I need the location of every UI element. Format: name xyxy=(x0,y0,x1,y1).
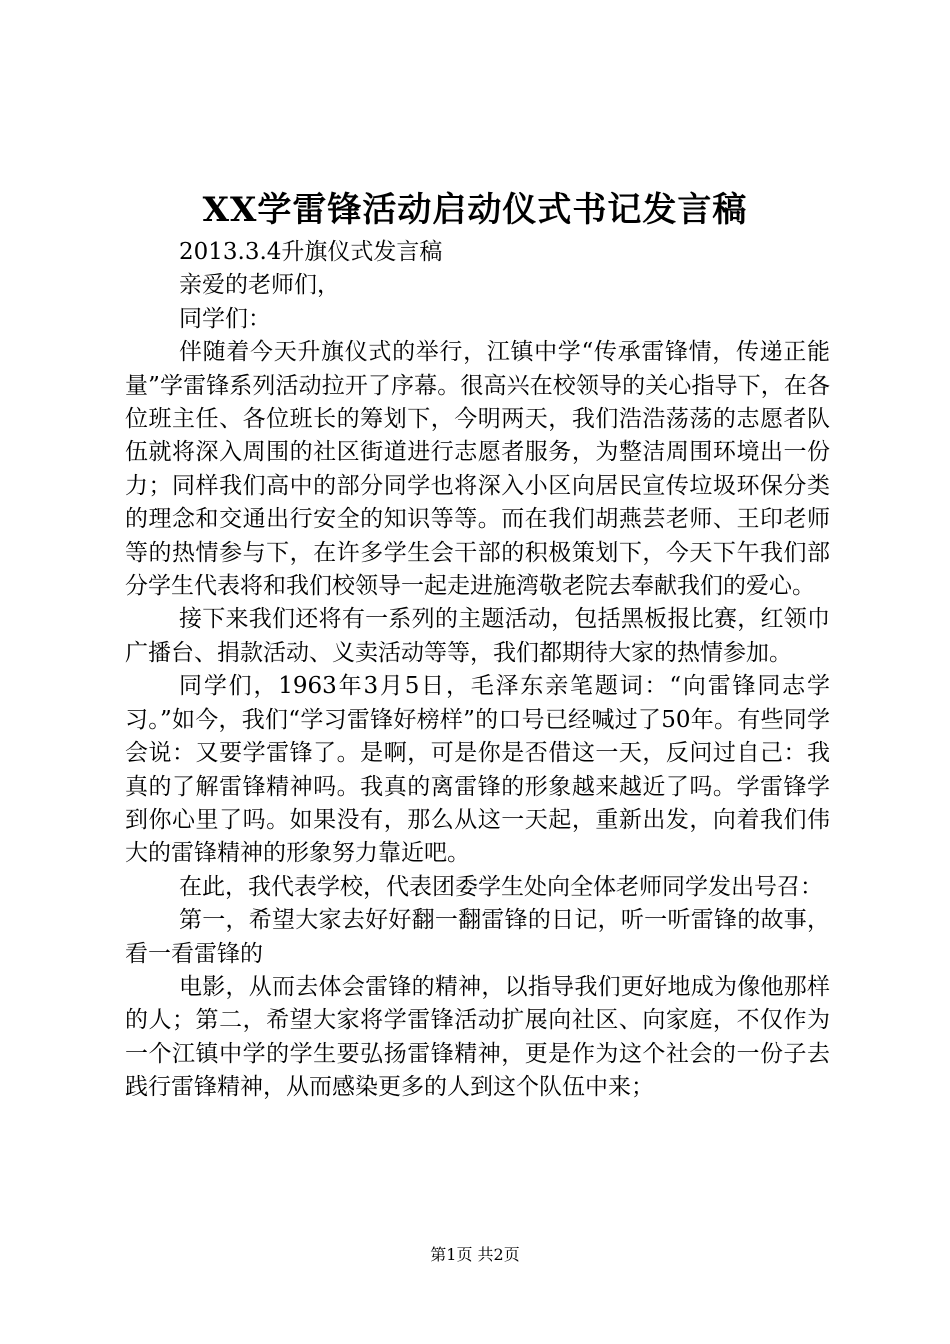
page-footer: 第1页 共2页 xyxy=(430,1245,520,1264)
document-title: XX学雷锋活动启动仪式书记发言稿 xyxy=(202,190,748,230)
body-paragraph: 电影，从而去体会雷锋的精神，以指导我们更好地成为像他那样的人；第二，希望大家将学雷锋活动扩展向社区、向家庭，不仅作为一个江镇中学的学生要弘扬雷锋精神，更是作为这个社会的一份子去践行雷锋精神，从而感染更多的人到这个队伍中来； xyxy=(125,973,830,1101)
body-paragraph: 伴随着今天升旗仪式的举行，江镇中学“传承雷锋情，传递正能量”学雷锋系列活动拉开了序幕。很高兴在校领导的关心指导下，在各位班主任、各位班长的筹划下，今明两天，我们浩浩荡荡的志愿者队伍就将深入周围的社区街道进行志愿者服务，为整洁周围环境出一份力；同样我们高中的部分同学也将深入小区向居民宣传垃圾环保分类的理念和交通出行安全的知识等等。而在我们胡燕芸老师、王印老师等的热情参与下，在许多学生会干部的积极策划下，今天下午我们部分学生代表将和我们校领导一起走进施湾敬老院去奉献我们的爱心。 xyxy=(125,339,830,600)
salutation-students: 同学们： xyxy=(179,305,271,332)
body-paragraph: 在此，我代表学校，代表团委学生处向全体老师同学发出号召： xyxy=(179,873,823,900)
body-paragraph: 接下来我们还将有一系列的主题活动，包括黑板报比赛，红领巾广播台、捐款活动、义卖活动等等，我们都期待大家的热情参加。 xyxy=(125,606,830,666)
body-paragraph: 同学们，1963年3月5日，毛泽东亲笔题词：“向雷锋同志学习。”如今，我们“学习雷锋好榜样”的口号已经喊过了50年。有些同学会说：又要学雷锋了。是啊，可是你是否借这一天，反问过自己：我真的了解雷锋精神吗。我真的离雷锋的形象越来越近了吗。学雷锋学到你心里了吗。如果没有，那么从这一天起，重新出发，向着我们伟大的雷锋精神的形象努力靠近吧。 xyxy=(125,673,830,867)
date-line: 2013.3.4升旗仪式发言稿 xyxy=(179,239,443,265)
body-paragraph: 第一，希望大家去好好翻一翻雷锋的日记，听一听雷锋的故事，看一看雷锋的 xyxy=(125,907,830,967)
salutation-teachers: 亲爱的老师们， xyxy=(179,272,340,299)
document-body xyxy=(125,236,830,1105)
